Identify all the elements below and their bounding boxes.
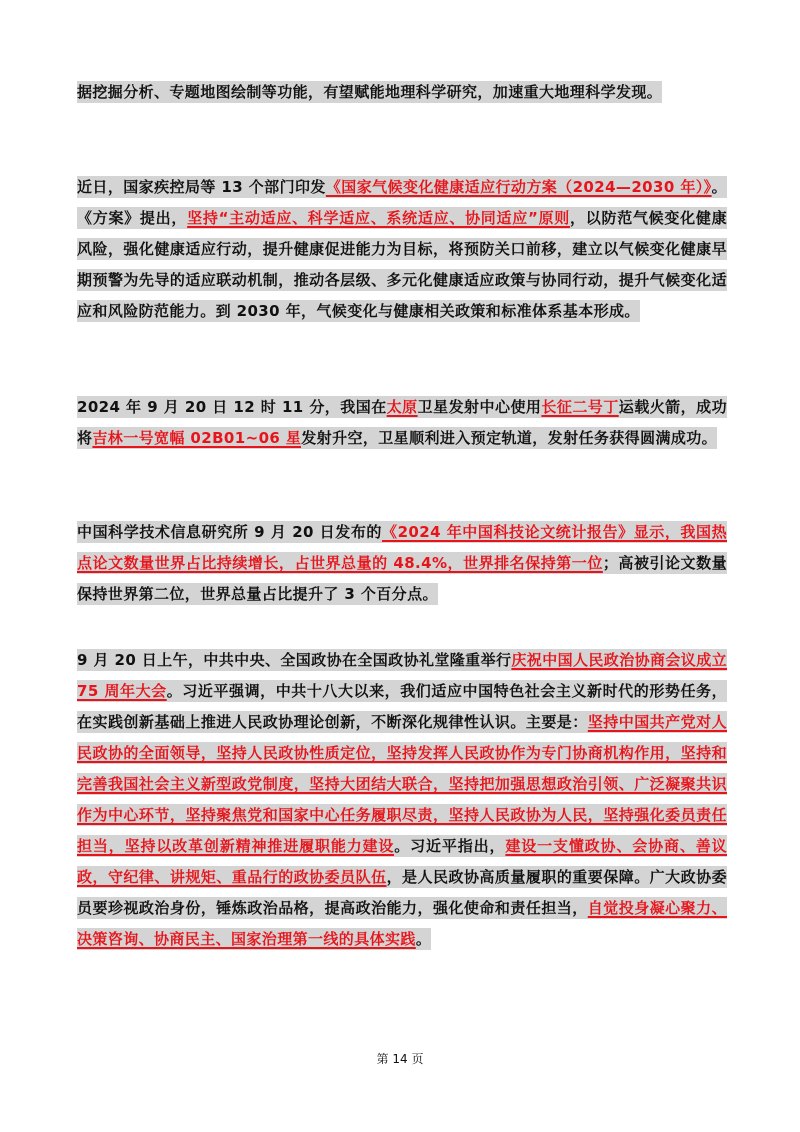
text-segment: 卫星发射中心使用 [417, 398, 542, 416]
paragraph-2 [77, 172, 727, 327]
text-segment: 9 月 20 日上午，中共中央、全国政协在全国政协礼堂隆重举行 [77, 651, 512, 669]
text-segment: 。习近平强调，中共十八大以来，我们适应中国特色社会主义新时代的形势任务，在实践创新基础上推进人民政协理论创新，不断深化规律性认识。主要是： [77, 682, 727, 731]
text-segment: 。习近平指出， [394, 837, 506, 855]
highlighted-text: 庆祝中国人民政治协商会议成立 75 周年大会 [77, 651, 727, 700]
highlighted-text: 自觉投身凝心聚力、决策咨询、协商民主、国家治理第一线的具体实践 [77, 899, 727, 948]
paragraph-1 [77, 77, 727, 108]
text-segment: ；高被引论文数量保持世界第二位，世界总量占比提升了 3 个百分点。 [77, 554, 727, 603]
highlighted-text: 坚持“主动适应、科学适应、系统适应、协同适应”原则 [187, 209, 571, 227]
text-segment: 运载火箭，成功将 [77, 398, 727, 447]
highlighted-text: 吉林一号宽幅 02B01~06 星 [92, 429, 302, 447]
page-number: 第 14 页 [376, 1052, 424, 1066]
highlighted-text: 太原 [386, 398, 418, 416]
paragraph-3 [77, 392, 727, 454]
text-segment: 发射升空，卫星顺利进入预定轨道，发射任务获得圆满成功。 [301, 429, 718, 447]
text-segment: 近日，国家疾控局等 13 个部门印发 [77, 178, 326, 196]
highlighted-text: 《国家气候变化健康适应行动方案（2024—2030 年）》 [325, 178, 712, 196]
highlighted-text: 建设一支懂政协、会协商、善议政，守纪律、讲规矩、重品行的政协委员队伍 [77, 837, 727, 886]
text-segment: ，以防范气候变化健康风险，强化健康适应行动，提升健康促进能力为目标，将预防关口前移，建立以气候变化健康早期预警为先导的适应联动机制，推动各层级、多元化健康适应政策与协同行动，提升气候变化适应和风险防范能力。到 2030 年，气候变化与健康相关政策和标准体系基本形成。 [77, 209, 727, 320]
text-segment: ，是人民政协高质量履职的重要保障。广大政协委员要珍视政治身份，锤炼政治品格，提高政治能力，强化使命和责任担当， [77, 868, 727, 917]
highlighted-text: 坚持中国共产党对人民政协的全面领导，坚持人民政协性质定位，坚持发挥人民政协作为专门协商机构作用，坚持和完善我国社会主义新型政党制度，坚持大团结大联合，坚持把加强思想政治引领、广泛凝聚共识作为中心环节，坚持聚焦党和国家中心任务履职尽责，坚持人民政协为人民，坚持强化委员责任担当，坚持以改革创新精神推进履职能力建设 [77, 713, 727, 855]
text-segment: 据挖掘分析、专题地图绘制等功能，有望赋能地理科学研究，加速重大地理科学发现。 [77, 83, 663, 101]
text-segment: 。《方案》提出， [77, 178, 727, 227]
highlighted-text: 《2024 年中国科技论文统计报告》显示，我国热点论文数量世界占比持续增长，占世界总量的 48.4%，世界排名保持第一位 [77, 523, 727, 572]
highlighted-text: 长征二号丁 [541, 398, 619, 416]
text-segment: 。 [415, 930, 432, 948]
paragraph-5 [77, 645, 727, 955]
paragraph-4 [77, 517, 727, 610]
text-segment: 中国科学技术信息研究所 9 月 20 日发布的 [77, 523, 382, 541]
text-segment: 2024 年 9 月 20 日 12 时 11 分，我国在 [77, 398, 387, 416]
